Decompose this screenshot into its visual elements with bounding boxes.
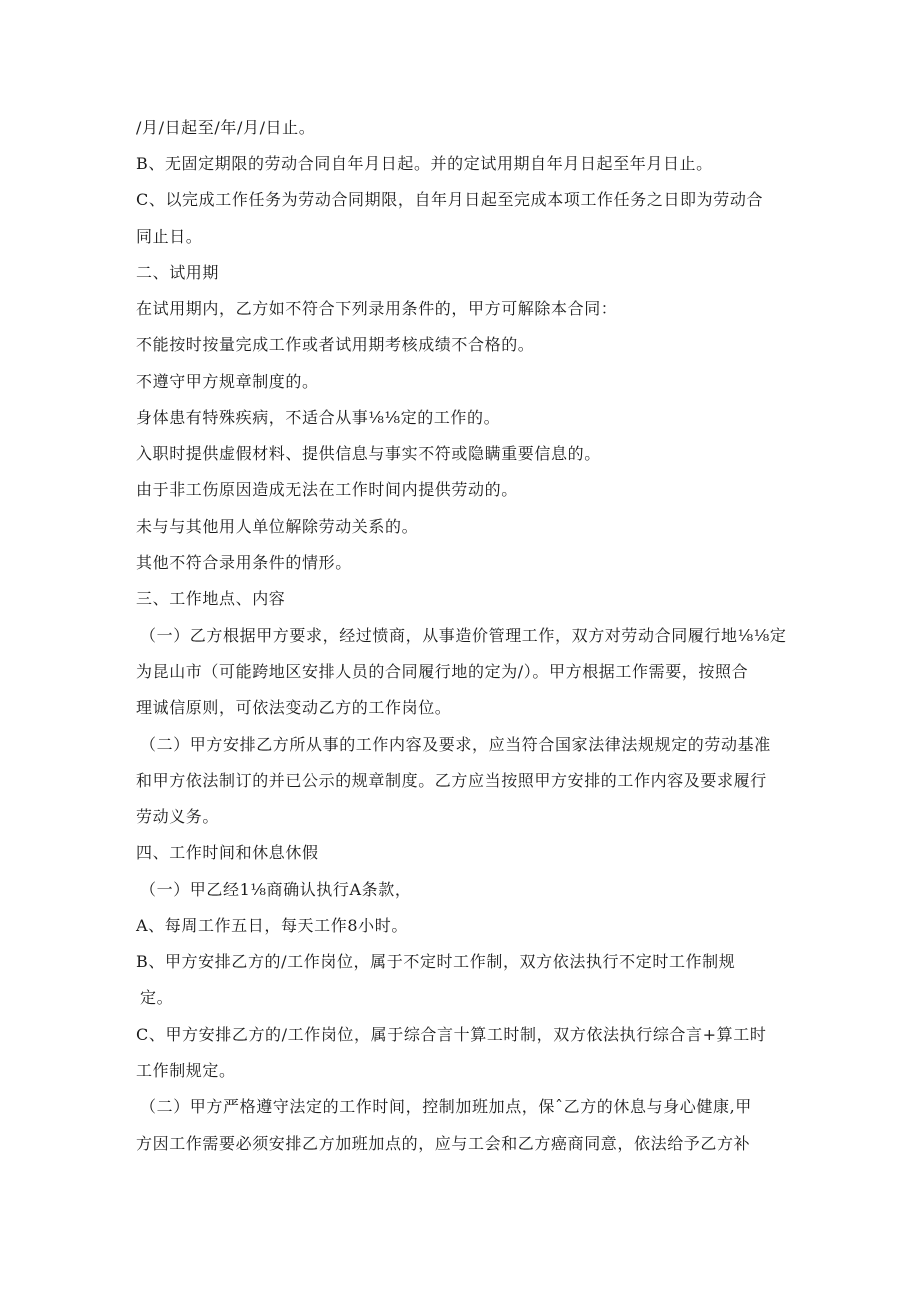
text-line: B、甲方安排乙方的/工作岗位，属于不定时工作制，双方依法执行不定时工作制规 bbox=[136, 952, 736, 971]
text-line: 不遵守甲方规章制度的。 bbox=[136, 372, 319, 391]
section-heading: 二、试用期 bbox=[136, 263, 220, 282]
text-line: （一）乙方根据甲方要求，经过愤商，从事造价管理工作，双方对劳动合同履行地⅛⅛定 bbox=[140, 626, 787, 645]
text-line: 身体患有特殊疾病，不适合从事⅛⅛定的工作的。 bbox=[136, 408, 501, 427]
text-line: 未与与其他用人单位解除劳动关系的。 bbox=[136, 517, 419, 536]
text-line: 由于非工伤原因造成无法在工作时间内提供劳动的。 bbox=[136, 480, 518, 499]
section-heading: 三、工作地点、内容 bbox=[136, 589, 286, 608]
section-heading: 四、工作时间和休息休假 bbox=[136, 843, 319, 862]
text-line: 为昆山市（可能跨地区安排人员的合同履行地的定为/）。甲方根据工作需要，按照合 bbox=[136, 662, 749, 681]
text-line: 理诚信原则，可依法变动乙方的工作岗位。 bbox=[136, 698, 452, 717]
text-line: /月/日起至/年/月/日止。 bbox=[136, 118, 316, 137]
text-line: 工作制规定。 bbox=[136, 1061, 236, 1080]
text-line: （二）甲方严格遵守法定的工作时间，控制加班加点，保ˆ乙方的休息与身心健康,甲 bbox=[140, 1097, 752, 1116]
text-line: （一）甲乙经1⅛商确认执行A条款， bbox=[140, 880, 412, 899]
text-line: 在试用期内，乙方如不符合下列录用条件的，甲方可解除本合同： bbox=[136, 299, 618, 318]
text-line: 定。 bbox=[140, 988, 174, 1007]
text-line: 其他不符合录用条件的情形。 bbox=[136, 553, 352, 572]
text-line: （二）甲方安排乙方所从事的工作内容及要求，应当符合国家法律法规规定的劳动基准 bbox=[140, 735, 771, 754]
text-line: C、以完成工作任务为劳动合同期限，自年月日起至完成本项工作任务之日即为劳动合 bbox=[136, 190, 764, 209]
text-line: 劳动义务。 bbox=[136, 807, 220, 826]
text-line: 和甲方依法制订的并已公示的规章制度。乙方应当按照甲方安排的工作内容及要求履行 bbox=[136, 771, 767, 790]
text-line: B、无固定期限的劳动合同自年月日起。并的定试用期自年月日起至年月日止。 bbox=[136, 154, 713, 173]
text-line: 同止日。 bbox=[136, 227, 203, 246]
text-line: C、甲方安排乙方的/工作岗位，属于综合言十算工时制，双方依法执行综合言+算工时 bbox=[136, 1025, 767, 1044]
text-line: 方因工作需要必须安排乙方加班加点的，应与工会和乙方癌商同意，依法给予乙方补 bbox=[136, 1134, 751, 1153]
text-line: A、每周工作五日，每天工作8小时。 bbox=[136, 916, 408, 935]
text-line: 入职时提供虚假材料、提供信息与事实不符或隐瞒重要信息的。 bbox=[136, 444, 601, 463]
text-line: 不能按时按量完成工作或者试用期考核成绩不合格的。 bbox=[136, 335, 535, 354]
